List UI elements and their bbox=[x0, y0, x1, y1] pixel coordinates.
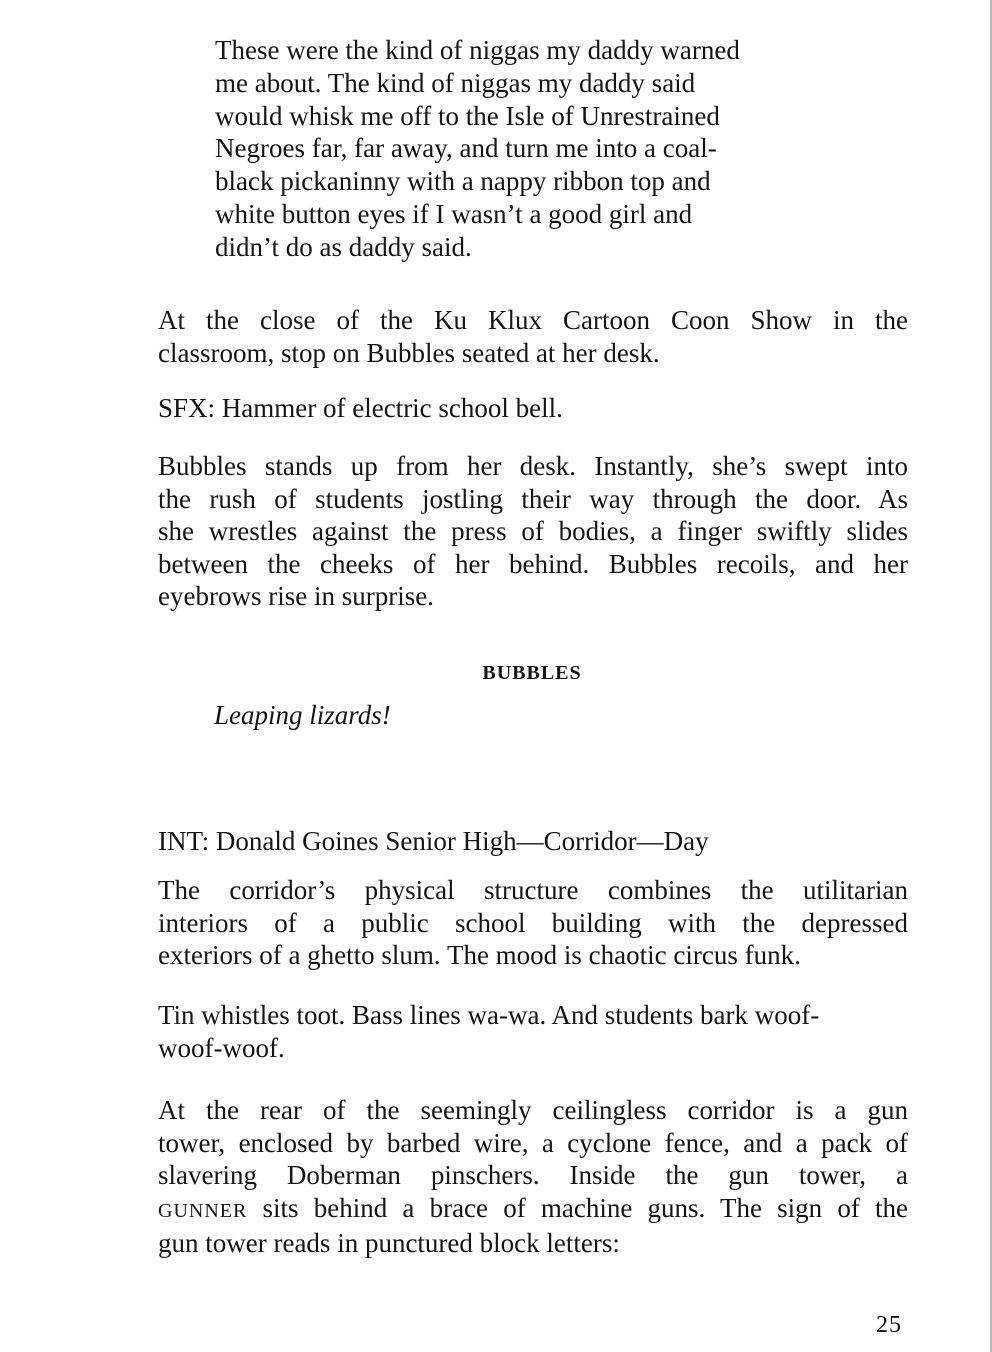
paragraph-gun-tower bbox=[158, 1094, 908, 1260]
paragraph-line: gun tower reads in punctured block letters: bbox=[158, 1228, 620, 1258]
paragraph-line: interiors of a public school building with the depressed bbox=[158, 907, 908, 938]
verse-line: white button eyes if I wasn’t a good girl and bbox=[215, 198, 693, 229]
verse-line: didn’t do as daddy said. bbox=[215, 231, 472, 262]
paragraph-line: the rush of students jostling their way through the door. As bbox=[158, 483, 908, 514]
verse-line: Negroes far, far away, and turn me into a coal- bbox=[215, 133, 717, 164]
paragraph-line: Tin whistles toot. Bass lines wa-wa. And students bark woof- bbox=[158, 1000, 820, 1030]
paragraph-bubbles-stands bbox=[158, 450, 908, 613]
paragraph-line: between the cheeks of her behind. Bubbles recoils, and her bbox=[158, 548, 908, 579]
verse-line: black pickaninny with a nappy ribbon top and bbox=[215, 166, 711, 197]
verse-line: would whisk me off to the Isle of Unrestrained bbox=[215, 100, 720, 131]
paragraph-line: Bubbles stands up from her desk. Instantly, she’s swept into bbox=[158, 451, 908, 481]
paragraph-line: tower, enclosed by barbed wire, a cyclone fence, and a pack of bbox=[158, 1127, 908, 1158]
small-caps-term: GUNNER bbox=[158, 1199, 248, 1222]
scene-heading bbox=[158, 825, 908, 858]
page-number: 25 bbox=[876, 1312, 902, 1338]
paragraph-line-rest: sits behind a brace of machine guns. The sign of the bbox=[247, 1192, 908, 1223]
paragraph-corridor bbox=[158, 874, 908, 972]
verse-line: me about. The kind of niggas my daddy said bbox=[215, 67, 696, 98]
paragraph-classroom bbox=[158, 304, 908, 369]
character-name: BUBBLES bbox=[482, 662, 582, 684]
paragraph-line bbox=[158, 1192, 908, 1228]
verse-line: These were the kind of niggas my daddy warned bbox=[215, 35, 740, 65]
sfx-line: SFX: Hammer of electric school bell. bbox=[158, 393, 563, 423]
paragraph-line: classroom, stop on Bubbles seated at her desk. bbox=[158, 337, 660, 368]
dialogue-line: Leaping lizards! bbox=[214, 700, 391, 730]
paragraph-line: slavering Doberman pinschers. Inside the gun tower, a bbox=[158, 1160, 908, 1190]
paragraph-whistles bbox=[158, 999, 908, 1064]
paragraph-sfx bbox=[158, 392, 908, 425]
paragraph-line: eyebrows rise in surprise. bbox=[158, 581, 434, 611]
paragraph-line: exteriors of a ghetto slum. The mood is chaotic circus funk. bbox=[158, 940, 801, 970]
paragraph-line: At the close of the Ku Klux Cartoon Coon Show in the bbox=[158, 305, 908, 335]
paragraph-line: The corridor’s physical structure combines the utilitarian bbox=[158, 875, 908, 905]
paragraph-line: woof-woof. bbox=[158, 1032, 285, 1063]
paragraph-line: At the rear of the seemingly ceilingless corridor is a gun bbox=[158, 1095, 908, 1125]
paragraph-line: she wrestles against the press of bodies, a finger swiftly slides bbox=[158, 516, 908, 546]
indented-verse-block bbox=[215, 34, 855, 264]
slugline: INT: Donald Goines Senior High—Corridor—Day bbox=[158, 826, 709, 856]
